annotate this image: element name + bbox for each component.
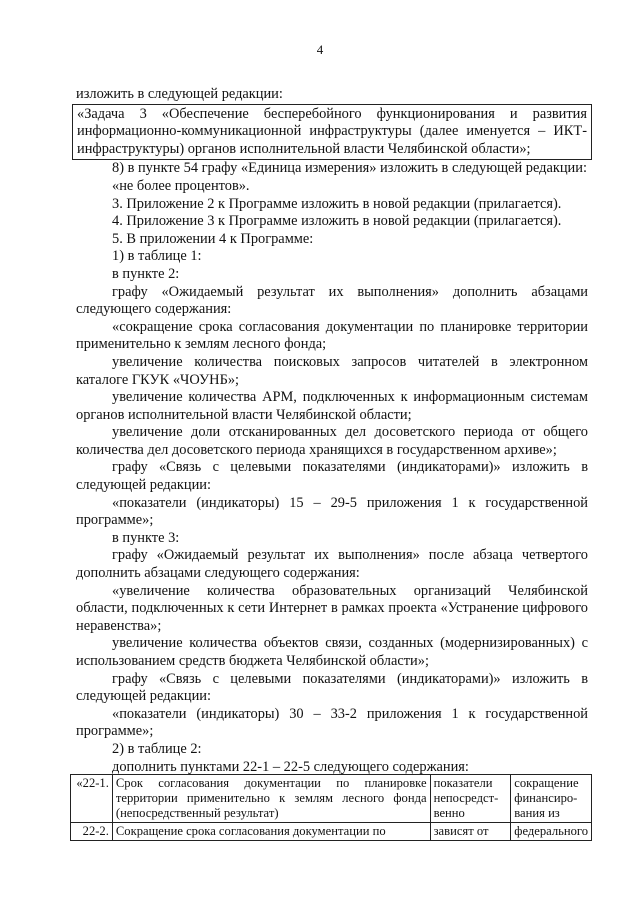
paragraph: в пункте 3:: [112, 529, 180, 546]
document-body: [76, 86, 588, 776]
page-number: 4: [316, 42, 324, 57]
paragraph: дополнить пунктами 22-1 – 22-5 следующего содержания:: [112, 758, 469, 775]
paragraph: 2) в таблице 2:: [112, 740, 202, 757]
paragraph: «показатели (индикаторы) 30 – 33-2 приложения 1 к государственной программе»;: [76, 705, 588, 740]
paragraph: графу «Связь с целевыми показателями (индикаторами)» изложить в следующей редакции:: [76, 459, 588, 494]
paragraph: увеличение количества поисковых запросов читателей в электронном каталоге ГКУК «ЧОУНБ»;: [76, 353, 588, 388]
paragraph: графу «Связь с целевыми показателями (индикаторами)» изложить в следующей редакции:: [76, 670, 588, 705]
table-row: [71, 823, 592, 841]
paragraph: увеличение доли отсканированных дел досоветского периода от общего количества дел досоветского периода хранящихся в государственном архиве»;: [76, 424, 588, 458]
description-cell: Срок согласования документации по планировке территории применительно к землям лесного фонда (непосредственный результат): [112, 775, 430, 823]
paragraph: графу «Ожидаемый результат их выполнения» после абзаца четвертого дополнить абзацами следующего содержания:: [76, 547, 588, 582]
row-number-cell: «22-1.: [71, 775, 113, 823]
indicator-cell: зависят от: [430, 823, 511, 841]
paragraph: 4. Приложение 3 к Программе изложить в новой редакции (прилагается).: [112, 213, 562, 230]
paragraph: «показатели (индикаторы) 15 – 29-5 приложения 1 к государственной программе»;: [76, 494, 588, 529]
paragraph-list: [76, 160, 588, 776]
paragraph-intro: изложить в следующей редакции:: [76, 86, 283, 102]
description-cell: Сокращение срока согласования документации по: [112, 823, 430, 841]
table-row: [71, 775, 592, 823]
paragraph: 8) в пункте 54 графу «Единица измерения» изложить в следующей редакции:: [112, 160, 587, 177]
paragraph: 3. Приложение 2 к Программе изложить в новой редакции (прилагается).: [112, 195, 562, 212]
paragraph: «увеличение количества образовательных организаций Челябинской области, подключенных к сети Интернет в рамках проекта «Устранение цифрового неравенства»;: [76, 582, 588, 634]
paragraph: 5. В приложении 4 к Программе:: [112, 230, 314, 247]
paragraph: увеличение количества объектов связи, созданных (модернизированных) с использованием средств бюджета Челябинской области»;: [76, 635, 588, 669]
boxed-task-3: «Задача 3 «Обеспечение бесперебойного функционирования и развития информационно-коммуникационной инфраструктуры (далее именуется – ИКТ-инфраструктуры) органов исполнительной власти Челябинской области»;: [72, 104, 592, 161]
paragraph: «не более процентов».: [112, 177, 250, 194]
paragraph: 1) в таблице 1:: [112, 248, 202, 265]
paragraph: графу «Ожидаемый результат их выполнения» дополнить абзацами следующего содержания:: [76, 283, 588, 318]
paragraph: «сокращение срока согласования документации по планировке территории применительно к землям лесного фонда;: [76, 318, 588, 353]
effect-cell: федерального: [511, 823, 592, 841]
paragraph: увеличение количества АРМ, подключенных к информационным системам органов исполнительной власти Челябинской области;: [76, 389, 588, 423]
effect-cell: сокращение финансиро-вания из: [511, 775, 592, 823]
row-number-cell: 22-2.: [71, 823, 113, 841]
paragraph: в пункте 2:: [112, 265, 180, 282]
table-2-excerpt: [70, 774, 592, 841]
indicator-cell: показатели непосредст-венно: [430, 775, 511, 823]
